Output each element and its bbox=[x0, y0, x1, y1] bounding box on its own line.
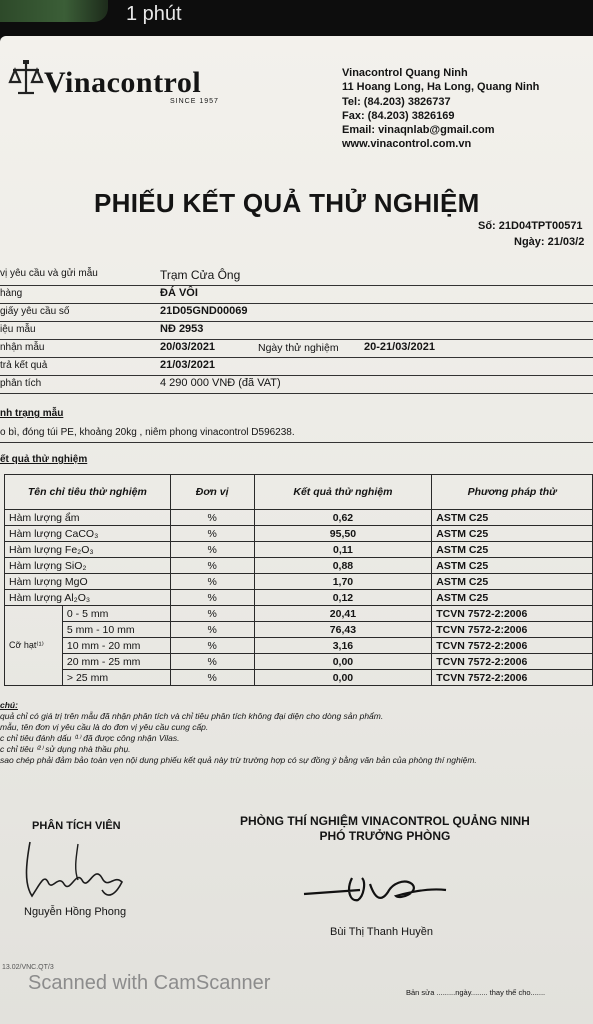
method-cell: ASTM C25 bbox=[432, 558, 593, 574]
document-date: Ngày: 21/03/2 bbox=[514, 236, 585, 248]
results-heading: ết quả thử nghiệm bbox=[0, 454, 88, 465]
sample-status-text: o bì, đóng túi PE, khoảng 20kg , niêm phong vinacontrol D596238. bbox=[0, 427, 295, 438]
col-header-unit: Đơn vị bbox=[170, 475, 254, 510]
company-address: 11 Hoang Long, Ha Long, Quang Ninh bbox=[342, 81, 540, 94]
criteria-cell: Hàm lượng CaCO₃ bbox=[5, 526, 171, 542]
criteria-cell: Hàm lượng Fe₂O₃ bbox=[5, 542, 171, 558]
result-cell: 0,00 bbox=[254, 654, 432, 670]
size-range-cell: > 25 mm bbox=[62, 670, 170, 686]
info-value-return-date: 21/03/2021 bbox=[160, 359, 216, 371]
brand-logo-text: Vinacontrol bbox=[44, 66, 202, 99]
brand-since: SINCE 1957 bbox=[170, 98, 219, 105]
note-line: mẫu, tên đơn vị yêu cầu là do đơn vị yêu cầu cung cấp. bbox=[0, 722, 209, 732]
unit-cell: % bbox=[170, 526, 254, 542]
table-row bbox=[5, 654, 593, 670]
info-label-sample-code: iệu mẫu bbox=[0, 324, 36, 335]
lab-position: PHÓ TRƯỞNG PHÒNG bbox=[319, 829, 451, 843]
info-divider bbox=[0, 393, 593, 394]
result-cell: 0,11 bbox=[254, 542, 432, 558]
info-divider bbox=[0, 321, 593, 322]
test-date-value: 20-21/03/2021 bbox=[364, 341, 435, 353]
method-cell: TCVN 7572-2:2006 bbox=[432, 622, 593, 638]
table-row bbox=[5, 542, 593, 558]
unit-cell: % bbox=[170, 542, 254, 558]
method-cell: ASTM C25 bbox=[432, 526, 593, 542]
sample-status-heading: nh trạng mẫu bbox=[0, 408, 64, 419]
col-header-result: Kết quả thử nghiệm bbox=[254, 475, 432, 510]
criteria-cell: Hàm lượng MgO bbox=[5, 574, 171, 590]
document-number: Số: 21D04TPT00571 bbox=[478, 220, 583, 232]
table-row bbox=[5, 622, 593, 638]
result-cell: 0,12 bbox=[254, 590, 432, 606]
info-label-goods: hàng bbox=[0, 288, 23, 299]
result-cell: 76,43 bbox=[254, 622, 432, 638]
size-group-label: Cỡ hạt⁽¹⁾ bbox=[5, 606, 63, 686]
result-cell: 1,70 bbox=[254, 574, 432, 590]
notes-block bbox=[0, 700, 477, 766]
method-cell: TCVN 7572-2:2006 bbox=[432, 606, 593, 622]
col-header-criteria: Tên chỉ tiêu thử nghiệm bbox=[5, 475, 171, 510]
info-value-goods: ĐÁ VÔI bbox=[160, 287, 198, 299]
info-value-requester: Trạm Cửa Ông bbox=[160, 268, 241, 282]
analyst-signature bbox=[18, 834, 138, 906]
note-line: quả chỉ có giá trị trên mẫu đã nhận phân tích và chỉ tiêu phân tích không đại diện cho dòng sản phẩm. bbox=[0, 711, 384, 721]
method-cell: ASTM C25 bbox=[432, 574, 593, 590]
analyst-title: PHÂN TÍCH VIÊN bbox=[32, 820, 121, 832]
method-cell: ASTM C25 bbox=[432, 510, 593, 526]
info-value-fee: 4 290 000 VNĐ (đã VAT) bbox=[160, 377, 281, 389]
criteria-cell: Hàm lượng ẩm bbox=[5, 510, 171, 526]
revision-note: Bản sửa .........ngày........ thay thế cho....... bbox=[406, 988, 546, 997]
unit-cell: % bbox=[170, 638, 254, 654]
criteria-cell: Hàm lượng Al₂O₃ bbox=[5, 590, 171, 606]
info-divider bbox=[0, 357, 593, 358]
info-label-request-number: giấy yêu cầu số bbox=[0, 306, 70, 317]
unit-cell: % bbox=[170, 670, 254, 686]
info-value-sample-code: NĐ 2953 bbox=[160, 323, 204, 335]
notification-thumbnail[interactable] bbox=[0, 0, 108, 22]
table-row bbox=[5, 558, 593, 574]
size-range-cell: 20 mm - 25 mm bbox=[62, 654, 170, 670]
col-header-method: Phương pháp thử bbox=[432, 475, 593, 510]
table-row bbox=[5, 526, 593, 542]
info-value-request-number: 21D05GND00069 bbox=[160, 305, 248, 317]
company-address-block bbox=[342, 66, 539, 152]
table-row bbox=[5, 590, 593, 606]
unit-cell: % bbox=[170, 622, 254, 638]
company-tel: Tel: (84.203) 3826737 bbox=[342, 95, 451, 108]
unit-cell: % bbox=[170, 574, 254, 590]
size-range-cell: 0 - 5 mm bbox=[62, 606, 170, 622]
document-title: PHIẾU KẾT QUẢ THỬ NGHIỆM bbox=[94, 188, 480, 218]
company-name: Vinacontrol Quang Ninh bbox=[342, 67, 468, 79]
info-divider bbox=[0, 375, 593, 376]
result-cell: 0,62 bbox=[254, 510, 432, 526]
deputy-signature bbox=[300, 870, 450, 910]
method-cell: ASTM C25 bbox=[432, 590, 593, 606]
info-divider bbox=[0, 303, 593, 304]
info-divider bbox=[0, 339, 593, 340]
method-cell: TCVN 7572-2:2006 bbox=[432, 638, 593, 654]
unit-cell: % bbox=[170, 606, 254, 622]
unit-cell: % bbox=[170, 510, 254, 526]
unit-cell: % bbox=[170, 590, 254, 606]
table-row bbox=[5, 510, 593, 526]
section-divider bbox=[0, 442, 593, 443]
deputy-name: Bùi Thị Thanh Huyền bbox=[330, 926, 433, 938]
table-row bbox=[5, 638, 593, 654]
table-row bbox=[5, 574, 593, 590]
method-cell: ASTM C25 bbox=[432, 542, 593, 558]
note-line: sao chép phải đảm bảo toàn vẹn nội dung phiếu kết quả này trừ trường hợp có sự đồng ý bằng văn bản của phòng thí nghiệm. bbox=[0, 755, 477, 765]
form-code: 13.02/VNC.QT/3 bbox=[2, 964, 54, 971]
company-fax: Fax: (84.203) 3826169 bbox=[342, 109, 455, 122]
result-cell: 20,41 bbox=[254, 606, 432, 622]
lab-title-block bbox=[240, 814, 530, 844]
criteria-cell: Hàm lượng SiO₂ bbox=[5, 558, 171, 574]
result-cell: 3,16 bbox=[254, 638, 432, 654]
unit-cell: % bbox=[170, 654, 254, 670]
company-email: Email: vinaqnlab@gmail.com bbox=[342, 124, 495, 137]
size-range-cell: 5 mm - 10 mm bbox=[62, 622, 170, 638]
table-row bbox=[5, 606, 593, 622]
scales-logo-icon bbox=[8, 58, 44, 98]
camscanner-watermark: Scanned with CamScanner bbox=[28, 972, 271, 994]
method-cell: TCVN 7572-2:2006 bbox=[432, 654, 593, 670]
table-row bbox=[5, 670, 593, 686]
note-line: c chỉ tiêu ⁽²⁾ sử dụng nhà thầu phụ. bbox=[0, 744, 131, 754]
info-label-return-date: trả kết quả bbox=[0, 360, 48, 371]
info-divider bbox=[0, 285, 593, 286]
result-cell: 0,88 bbox=[254, 558, 432, 574]
results-table bbox=[4, 474, 593, 686]
result-cell: 95,50 bbox=[254, 526, 432, 542]
info-label-fee: phân tích bbox=[0, 378, 42, 389]
notification-time: 1 phút bbox=[126, 3, 182, 25]
size-range-cell: 10 mm - 20 mm bbox=[62, 638, 170, 654]
info-label-received-date: nhận mẫu bbox=[0, 342, 45, 353]
info-label-requester: vị yêu cầu và gửi mẫu bbox=[0, 268, 98, 279]
status-bar bbox=[0, 0, 593, 38]
method-cell: TCVN 7572-2:2006 bbox=[432, 670, 593, 686]
test-date-label: Ngày thử nghiệm bbox=[258, 342, 339, 354]
analyst-name: Nguyễn Hồng Phong bbox=[24, 906, 127, 918]
info-value-received-date: 20/03/2021 bbox=[160, 341, 216, 353]
company-website: www.vinacontrol.com.vn bbox=[342, 138, 472, 151]
table-header-row bbox=[5, 475, 593, 510]
note-line: c chỉ tiêu đánh dấu ⁽¹⁾ đã được công nhận Vilas. bbox=[0, 733, 180, 743]
result-cell: 0,00 bbox=[254, 670, 432, 686]
unit-cell: % bbox=[170, 558, 254, 574]
notes-heading: chú: bbox=[0, 700, 18, 710]
lab-name: PHÒNG THÍ NGHIỆM VINACONTROL QUẢNG NINH bbox=[240, 814, 530, 828]
